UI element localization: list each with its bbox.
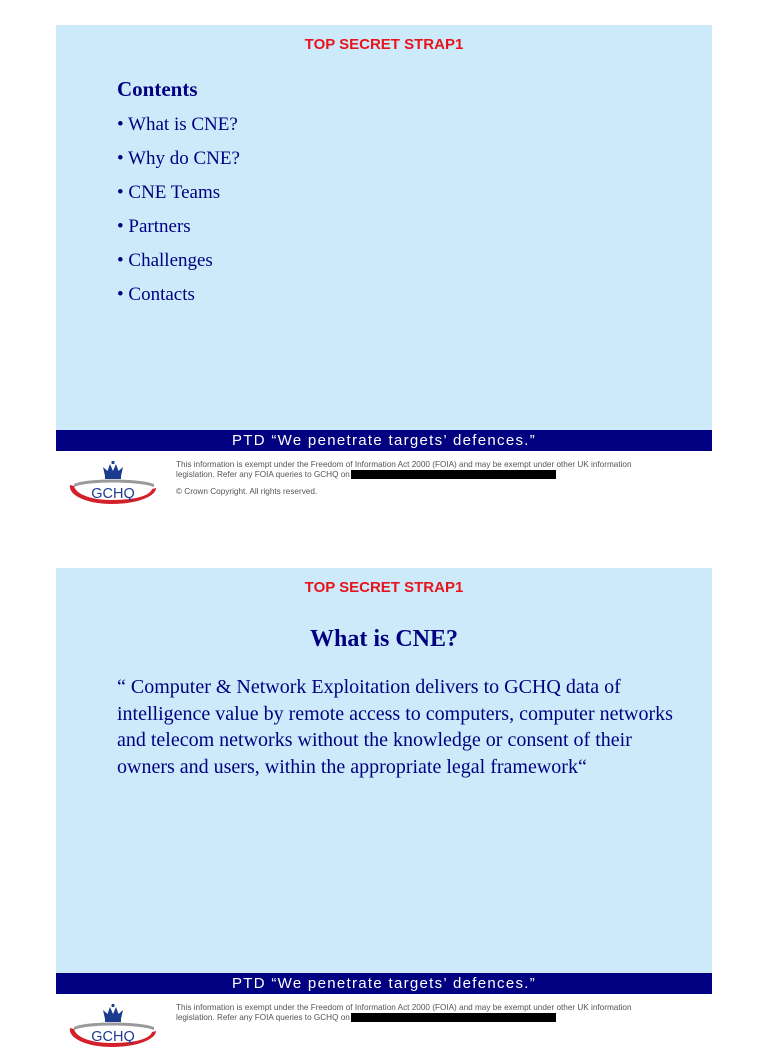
contents-title: Contents <box>117 77 198 101</box>
slide-footer <box>56 456 712 514</box>
motto-banner: PTD “We penetrate targets’ defences.” <box>56 973 712 994</box>
contents-item: • Partners <box>117 216 191 237</box>
contents-item: • What is CNE? <box>117 114 238 135</box>
contents-item: • Why do CNE? <box>117 148 240 169</box>
redaction-bar <box>351 470 556 479</box>
copyright-notice: © Crown Copyright. All rights reserved. <box>176 487 318 496</box>
slide-title: What is CNE? <box>309 626 459 652</box>
what-is-cne-slide <box>56 568 712 973</box>
classification-label: TOP SECRET STRAP1 <box>304 36 464 53</box>
cne-definition-quote: “ Computer & Network Exploitation delivers to GCHQ data of intelligence value by remote access to computers, computer networks and telecom networks without the knowledge or consent of their owners and users, within the appropriate legal framework“ <box>117 676 673 778</box>
disclaimer-line: This information is exempt under the Freedom of Information Act 2000 (FOIA) and may be exempt under other UK information <box>176 1003 632 1012</box>
contents-slide <box>56 25 712 430</box>
contents-item: • Challenges <box>117 250 213 271</box>
disclaimer-line: legislation. Refer any FOIA queries to GCHQ on <box>176 470 350 479</box>
logo-text: GCHQ <box>91 1029 135 1045</box>
disclaimer-line-redacted <box>176 1013 696 1023</box>
gchq-logo <box>66 1001 160 1053</box>
disclaimer-line: This information is exempt under the Freedom of Information Act 2000 (FOIA) and may be exempt under other UK information <box>176 460 632 469</box>
logo-text: GCHQ <box>91 486 135 502</box>
classification-label: TOP SECRET STRAP1 <box>304 579 464 596</box>
redaction-bar <box>351 1013 556 1022</box>
page-2 <box>56 568 712 1045</box>
disclaimer-line-redacted <box>176 470 696 480</box>
gchq-logo <box>66 458 160 510</box>
contents-list <box>117 112 240 316</box>
motto-banner: PTD “We penetrate targets’ defences.” <box>56 430 712 451</box>
crown-icon <box>103 1004 123 1022</box>
page-1 <box>56 25 712 518</box>
footer-disclaimer <box>176 460 696 497</box>
disclaimer-line: legislation. Refer any FOIA queries to GCHQ on <box>176 1013 350 1022</box>
contents-item: • Contacts <box>117 284 195 305</box>
contents-item: • CNE Teams <box>117 182 221 203</box>
footer-disclaimer <box>176 1003 696 1023</box>
slide-footer <box>56 999 712 1057</box>
crown-icon <box>103 461 123 479</box>
